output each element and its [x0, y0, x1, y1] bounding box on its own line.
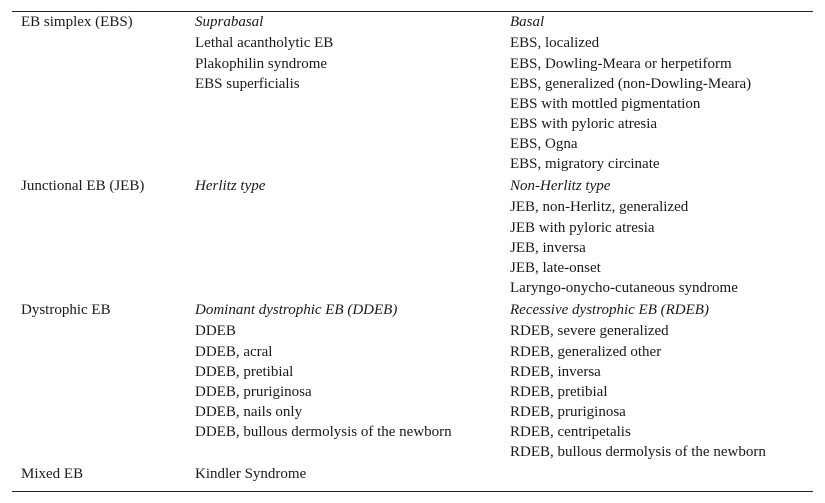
table-bottom-rule	[12, 491, 813, 492]
table-cell: RDEB, generalized other	[510, 344, 662, 360]
table-row	[0, 154, 825, 174]
table-cell: EBS with pyloric atresia	[510, 116, 658, 132]
table-group-jeb	[0, 176, 825, 298]
table-cell: EBS with mottled pigmentation	[510, 96, 701, 112]
table-row	[0, 32, 825, 54]
table-row	[0, 176, 825, 196]
category-label: Dystrophic EB	[21, 302, 111, 318]
table-row	[0, 442, 825, 462]
table-cell: DDEB, pretibial	[195, 364, 294, 380]
table-cell: EBS, Ogna	[510, 136, 578, 152]
table-cell: EBS, migratory circinate	[510, 156, 660, 172]
category-label: Mixed EB	[21, 466, 84, 482]
table-row	[0, 218, 825, 238]
table-row	[0, 342, 825, 362]
table-row	[0, 362, 825, 382]
table-row	[0, 196, 825, 218]
category-label: Junctional EB (JEB)	[21, 178, 145, 194]
table-cell: Plakophilin syndrome	[195, 56, 328, 72]
subheader-left: Dominant dystrophic EB (DDEB)	[195, 302, 398, 318]
subheader-right: Recessive dystrophic EB (RDEB)	[510, 302, 709, 318]
table-row	[0, 320, 825, 342]
table-cell: Kindler Syndrome	[195, 466, 307, 482]
subheader-left: Herlitz type	[195, 178, 266, 194]
table-row	[0, 12, 825, 32]
table-cell: EBS, generalized (non-Dowling-Meara)	[510, 76, 752, 92]
table-cell: Lethal acantholytic EB	[195, 35, 334, 51]
subheader-left: Suprabasal	[195, 14, 264, 30]
table-cell: RDEB, pretibial	[510, 384, 608, 400]
table-cell: DDEB, acral	[195, 344, 273, 360]
table-row	[0, 54, 825, 74]
table-cell: DDEB, nails only	[195, 404, 303, 420]
table-row	[0, 382, 825, 402]
table-cell: RDEB, inversa	[510, 364, 601, 380]
table-group-ebs	[0, 12, 825, 174]
table-row	[0, 402, 825, 422]
subheader-right: Basal	[510, 14, 545, 30]
table-cell: Laryngo-onycho-cutaneous syndrome	[510, 280, 738, 296]
table-row	[0, 464, 825, 484]
table-cell: JEB with pyloric atresia	[510, 220, 655, 236]
table-group-mixed	[0, 464, 825, 484]
table-cell: EBS, Dowling-Meara or herpetiform	[510, 56, 732, 72]
table-row	[0, 114, 825, 134]
table-row	[0, 74, 825, 94]
table-row	[0, 278, 825, 298]
table-cell: JEB, late-onset	[510, 260, 601, 276]
table-cell: DDEB, bullous dermolysis of the newborn	[195, 424, 452, 440]
table-row	[0, 422, 825, 442]
table-cell: JEB, inversa	[510, 240, 586, 256]
table-cell: JEB, non-Herlitz, generalized	[510, 199, 689, 215]
table-cell: EBS superficialis	[195, 76, 300, 92]
table-cell: RDEB, severe generalized	[510, 323, 669, 339]
table-row	[0, 258, 825, 278]
subheader-right: Non-Herlitz type	[510, 178, 611, 194]
table-cell: EBS, localized	[510, 35, 600, 51]
table-group-deb	[0, 300, 825, 462]
table-cell: RDEB, centripetalis	[510, 424, 631, 440]
table-row	[0, 134, 825, 154]
table-cell: DDEB	[195, 323, 236, 339]
table-cell: RDEB, bullous dermolysis of the newborn	[510, 444, 766, 460]
table-row	[0, 94, 825, 114]
table-row	[0, 238, 825, 258]
table-cell: RDEB, pruriginosa	[510, 404, 626, 420]
category-label: EB simplex (EBS)	[21, 14, 133, 30]
table-cell: DDEB, pruriginosa	[195, 384, 312, 400]
table-row	[0, 300, 825, 320]
